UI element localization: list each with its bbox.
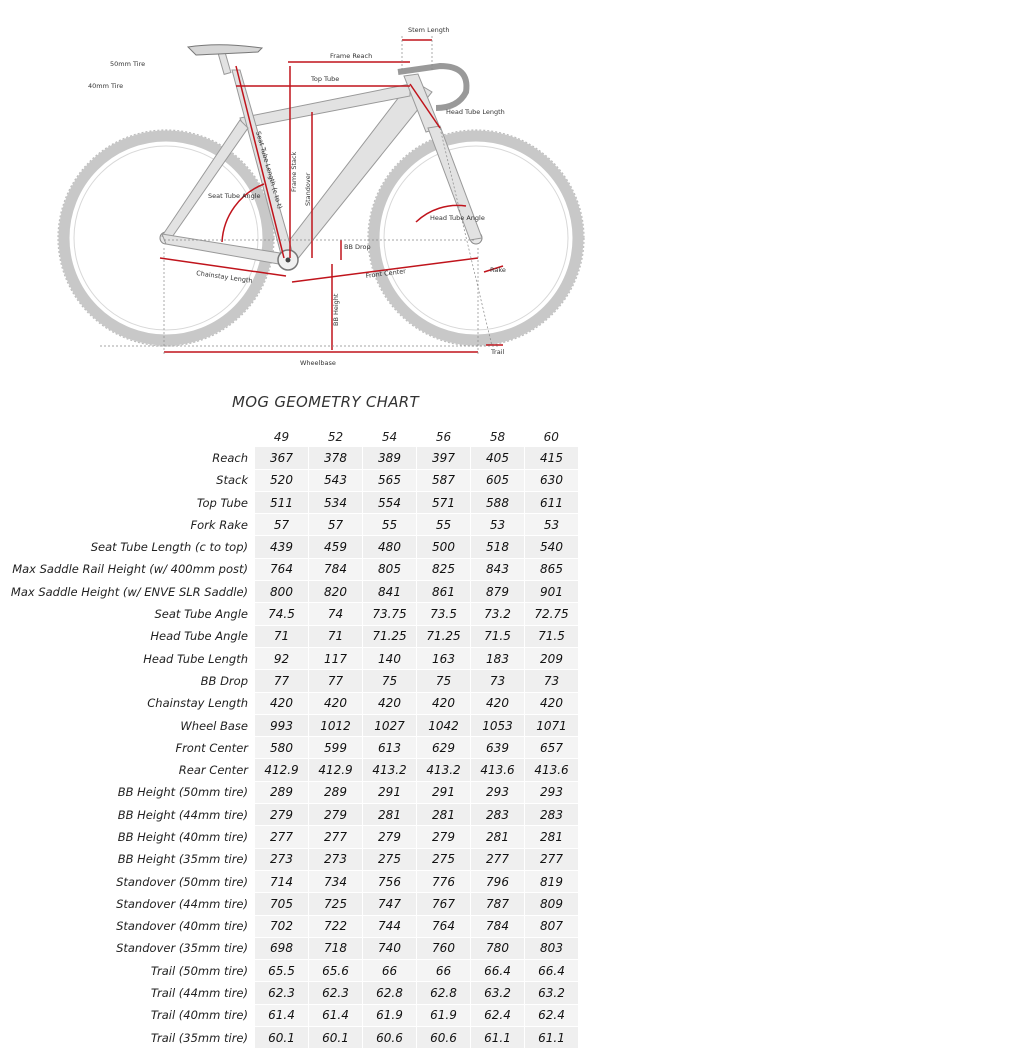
saddle (188, 45, 262, 55)
row-label: Trail (50mm tire) (150, 963, 248, 978)
row-label: Trail (35mm tire) (150, 1030, 248, 1045)
table-cell: 415 (525, 447, 579, 469)
table-cell: 405 (471, 447, 525, 469)
table-cell: 420 (255, 692, 309, 714)
table-cell: 117 (309, 647, 363, 669)
table-row (0, 848, 578, 870)
table-cell: 57 (309, 514, 363, 536)
table-cell: 60.6 (363, 1027, 417, 1049)
table-cell: 209 (525, 647, 579, 669)
label-chainstay-length: Chainstay Length (195, 269, 254, 285)
table-cell: 77 (255, 670, 309, 692)
table-row (0, 737, 578, 759)
table-cell: 73 (471, 670, 525, 692)
table-cell: 865 (525, 558, 579, 580)
table-cell: 571 (417, 491, 471, 513)
size-header: 60 (543, 429, 559, 444)
table-cell: 518 (471, 536, 525, 558)
table-cell: 367 (255, 447, 309, 469)
row-label: Rear Center (178, 763, 248, 778)
table-cell: 65.5 (255, 960, 309, 982)
table-cell: 413.6 (471, 759, 525, 781)
label-trail: Trail (491, 348, 505, 356)
table-cell: 140 (363, 647, 417, 669)
row-label: Front Center (175, 740, 248, 755)
table-cell: 55 (417, 514, 471, 536)
table-cell: 413.2 (417, 759, 471, 781)
table-cell: 554 (363, 491, 417, 513)
table-row (0, 447, 578, 469)
size-header: 52 (327, 429, 344, 444)
label-bb-drop: BB Drop (344, 243, 371, 251)
size-header: 56 (435, 429, 452, 444)
row-label: BB Height (50mm tire) (117, 785, 248, 800)
table-row (0, 781, 578, 803)
label-frame-reach: Frame Reach (330, 52, 373, 60)
table-row (0, 826, 578, 848)
table-cell: 73.5 (417, 603, 471, 625)
bottom-bracket-center (286, 258, 291, 263)
table-cell: 71 (255, 625, 309, 647)
table-cell: 764 (417, 915, 471, 937)
table-cell: 61.4 (255, 1004, 309, 1026)
table-cell: 62.4 (471, 1004, 525, 1026)
table-cell: 993 (255, 714, 309, 736)
table-row (0, 625, 578, 647)
table-cell: 293 (525, 781, 579, 803)
table-cell: 511 (255, 491, 309, 513)
table-cell: 420 (471, 692, 525, 714)
table-row (0, 870, 578, 892)
table-cell: 613 (363, 737, 417, 759)
table-cell: 275 (417, 848, 471, 870)
table-cell: 843 (471, 558, 525, 580)
table-cell: 480 (363, 536, 417, 558)
table-cell: 1027 (363, 714, 417, 736)
table-cell: 543 (309, 469, 363, 491)
size-header-row (0, 426, 578, 447)
table-cell: 588 (471, 491, 525, 513)
label-frame-stack: Frame Stack (290, 151, 298, 192)
table-cell: 747 (363, 893, 417, 915)
table-cell: 825 (417, 558, 471, 580)
table-cell: 599 (309, 737, 363, 759)
table-cell: 60.6 (417, 1027, 471, 1049)
row-label: Top Tube (196, 495, 248, 510)
row-label: Wheel Base (180, 718, 248, 733)
table-cell: 764 (255, 558, 309, 580)
row-label: Seat Tube Angle (154, 607, 248, 622)
table-cell: 74 (309, 603, 363, 625)
table-cell: 277 (255, 826, 309, 848)
table-cell: 279 (363, 826, 417, 848)
table-cell: 420 (525, 692, 579, 714)
table-cell: 459 (309, 536, 363, 558)
table-cell: 71.25 (417, 625, 471, 647)
table-cell: 734 (309, 870, 363, 892)
label-seat-tube-length: Seat Tube Length (c to t) (254, 130, 284, 210)
table-row (0, 1027, 578, 1049)
table-cell: 420 (363, 692, 417, 714)
table-cell: 740 (363, 937, 417, 959)
table-cell: 420 (417, 692, 471, 714)
table-row (0, 915, 578, 937)
table-cell: 722 (309, 915, 363, 937)
row-label: Standover (44mm tire) (116, 896, 248, 911)
table-cell: 60.1 (309, 1027, 363, 1049)
table-row (0, 581, 578, 603)
label-wheelbase: Wheelbase (300, 359, 336, 367)
table-row (0, 514, 578, 536)
label-head-tube-length: Head Tube Length (446, 108, 505, 116)
table-cell: 639 (471, 737, 525, 759)
table-cell: 796 (471, 870, 525, 892)
table-cell: 60.1 (255, 1027, 309, 1049)
table-cell: 273 (255, 848, 309, 870)
table-row (0, 469, 578, 491)
row-label: Chainstay Length (147, 696, 248, 711)
table-cell: 420 (309, 692, 363, 714)
table-cell: 800 (255, 581, 309, 603)
table-cell: 611 (525, 491, 579, 513)
table-cell: 61.4 (309, 1004, 363, 1026)
table-cell: 55 (363, 514, 417, 536)
table-cell: 289 (309, 781, 363, 803)
table-cell: 73.75 (363, 603, 417, 625)
row-label: Head Tube Length (143, 651, 248, 666)
table-row (0, 759, 578, 781)
table-cell: 281 (417, 804, 471, 826)
table-cell: 807 (525, 915, 579, 937)
table-cell: 841 (363, 581, 417, 603)
row-label: Standover (35mm tire) (116, 941, 248, 956)
table-cell: 73 (525, 670, 579, 692)
guide-lines (100, 36, 500, 356)
table-cell: 756 (363, 870, 417, 892)
table-cell: 62.3 (309, 982, 363, 1004)
table-cell: 587 (417, 469, 471, 491)
table-cell: 62.3 (255, 982, 309, 1004)
table-cell: 289 (255, 781, 309, 803)
table-cell: 72.75 (525, 603, 579, 625)
table-row (0, 1004, 578, 1026)
row-label: BB Drop (200, 673, 248, 688)
table-cell: 389 (363, 447, 417, 469)
table-cell: 787 (471, 893, 525, 915)
table-cell: 71.5 (525, 625, 579, 647)
table-cell: 861 (417, 581, 471, 603)
table-cell: 1012 (309, 714, 363, 736)
table-cell: 75 (363, 670, 417, 692)
table-cell: 744 (363, 915, 417, 937)
table-cell: 66.4 (471, 960, 525, 982)
table-cell: 879 (471, 581, 525, 603)
table-cell: 714 (255, 870, 309, 892)
table-cell: 629 (417, 737, 471, 759)
table-row (0, 714, 578, 736)
table-cell: 805 (363, 558, 417, 580)
table-cell: 605 (471, 469, 525, 491)
table-cell: 74.5 (255, 603, 309, 625)
geometry-table-body (0, 447, 578, 1049)
table-row (0, 960, 578, 982)
table-cell: 500 (417, 536, 471, 558)
table-cell: 767 (417, 893, 471, 915)
geometry-table (0, 426, 578, 1049)
table-cell: 718 (309, 937, 363, 959)
table-cell: 1071 (525, 714, 579, 736)
table-row (0, 603, 578, 625)
table-cell: 61.1 (471, 1027, 525, 1049)
table-cell: 75 (417, 670, 471, 692)
label-tire-40: 40mm Tire (88, 82, 124, 90)
table-cell: 92 (255, 647, 309, 669)
label-head-tube-angle: Head Tube Angle (430, 214, 485, 222)
table-cell: 780 (471, 937, 525, 959)
row-label: Stack (216, 473, 248, 488)
table-cell: 820 (309, 581, 363, 603)
row-label: BB Height (40mm tire) (117, 829, 248, 844)
table-cell: 760 (417, 937, 471, 959)
table-cell: 57 (255, 514, 309, 536)
table-cell: 277 (309, 826, 363, 848)
table-cell: 291 (363, 781, 417, 803)
table-cell: 62.4 (525, 1004, 579, 1026)
table-cell: 66 (417, 960, 471, 982)
table-row (0, 982, 578, 1004)
row-label: Max Saddle Rail Height (w/ 400mm post) (12, 562, 248, 577)
table-cell: 281 (471, 826, 525, 848)
bike-frame (162, 51, 482, 266)
table-row (0, 670, 578, 692)
table-cell: 809 (525, 893, 579, 915)
table-cell: 65.6 (309, 960, 363, 982)
table-cell: 163 (417, 647, 471, 669)
table-cell: 534 (309, 491, 363, 513)
table-cell: 378 (309, 447, 363, 469)
table-cell: 439 (255, 536, 309, 558)
row-label: Trail (40mm tire) (150, 1008, 248, 1023)
table-cell: 283 (471, 804, 525, 826)
table-cell: 784 (309, 558, 363, 580)
table-cell: 293 (471, 781, 525, 803)
table-cell: 71.5 (471, 625, 525, 647)
bike-geometry-diagram (0, 0, 620, 380)
table-cell: 413.2 (363, 759, 417, 781)
table-cell: 61.9 (417, 1004, 471, 1026)
label-seat-tube-angle: Seat Tube Angle (208, 192, 261, 200)
table-cell: 53 (471, 514, 525, 536)
table-cell: 397 (417, 447, 471, 469)
header-corner (0, 426, 255, 447)
table-cell: 412.9 (255, 759, 309, 781)
table-cell: 725 (309, 893, 363, 915)
table-cell: 63.2 (471, 982, 525, 1004)
table-cell: 63.2 (525, 982, 579, 1004)
row-label: Reach (212, 451, 248, 466)
table-cell: 279 (417, 826, 471, 848)
label-stem-length: Stem Length (408, 26, 450, 34)
table-cell: 412.9 (309, 759, 363, 781)
table-cell: 291 (417, 781, 471, 803)
row-label: Fork Rake (190, 517, 248, 532)
table-cell: 705 (255, 893, 309, 915)
table-cell: 66 (363, 960, 417, 982)
table-cell: 53 (525, 514, 579, 536)
table-row (0, 804, 578, 826)
row-label: BB Height (44mm tire) (117, 807, 248, 822)
table-cell: 279 (309, 804, 363, 826)
table-cell: 784 (471, 915, 525, 937)
table-cell: 273 (309, 848, 363, 870)
table-cell: 62.8 (417, 982, 471, 1004)
table-cell: 283 (525, 804, 579, 826)
table-cell: 73.2 (471, 603, 525, 625)
table-cell: 61.9 (363, 1004, 417, 1026)
table-cell: 413.6 (525, 759, 579, 781)
table-row (0, 536, 578, 558)
label-tire-50: 50mm Tire (110, 60, 146, 68)
table-cell: 819 (525, 870, 579, 892)
label-front-center: Front Center (365, 267, 407, 280)
label-rake: Rake (490, 266, 506, 274)
table-cell: 901 (525, 581, 579, 603)
table-cell: 580 (255, 737, 309, 759)
table-cell: 281 (525, 826, 579, 848)
row-label: Head Tube Angle (150, 629, 248, 644)
label-standover: Standover (304, 172, 312, 206)
chart-title: MOG GEOMETRY CHART (232, 393, 419, 411)
row-label: Max Saddle Height (w/ ENVE SLR Saddle) (10, 584, 248, 599)
table-row (0, 558, 578, 580)
table-row (0, 692, 578, 714)
table-row (0, 647, 578, 669)
table-cell: 776 (417, 870, 471, 892)
table-cell: 183 (471, 647, 525, 669)
row-label: Standover (50mm tire) (116, 874, 248, 889)
label-bb-height: BB Height (332, 293, 340, 326)
row-label: Trail (44mm tire) (150, 986, 248, 1001)
table-cell: 277 (525, 848, 579, 870)
table-cell: 630 (525, 469, 579, 491)
table-cell: 281 (363, 804, 417, 826)
table-cell: 77 (309, 670, 363, 692)
table-cell: 61.1 (525, 1027, 579, 1049)
table-cell: 657 (525, 737, 579, 759)
table-cell: 1053 (471, 714, 525, 736)
table-cell: 66.4 (525, 960, 579, 982)
row-label: Seat Tube Length (c to top) (90, 540, 248, 555)
table-cell: 1042 (417, 714, 471, 736)
size-header: 54 (381, 429, 398, 444)
table-row (0, 893, 578, 915)
size-header: 49 (273, 429, 290, 444)
table-cell: 62.8 (363, 982, 417, 1004)
table-cell: 702 (255, 915, 309, 937)
label-top-tube: Top Tube (311, 75, 340, 83)
table-cell: 565 (363, 469, 417, 491)
table-row (0, 491, 578, 513)
row-label: Standover (40mm tire) (116, 919, 248, 934)
table-cell: 540 (525, 536, 579, 558)
table-row (0, 937, 578, 959)
row-label: BB Height (35mm tire) (117, 852, 248, 867)
table-cell: 71.25 (363, 625, 417, 647)
table-cell: 803 (525, 937, 579, 959)
table-cell: 71 (309, 625, 363, 647)
table-cell: 520 (255, 469, 309, 491)
table-cell: 698 (255, 937, 309, 959)
size-header: 58 (489, 429, 506, 444)
table-cell: 275 (363, 848, 417, 870)
table-cell: 277 (471, 848, 525, 870)
table-cell: 279 (255, 804, 309, 826)
